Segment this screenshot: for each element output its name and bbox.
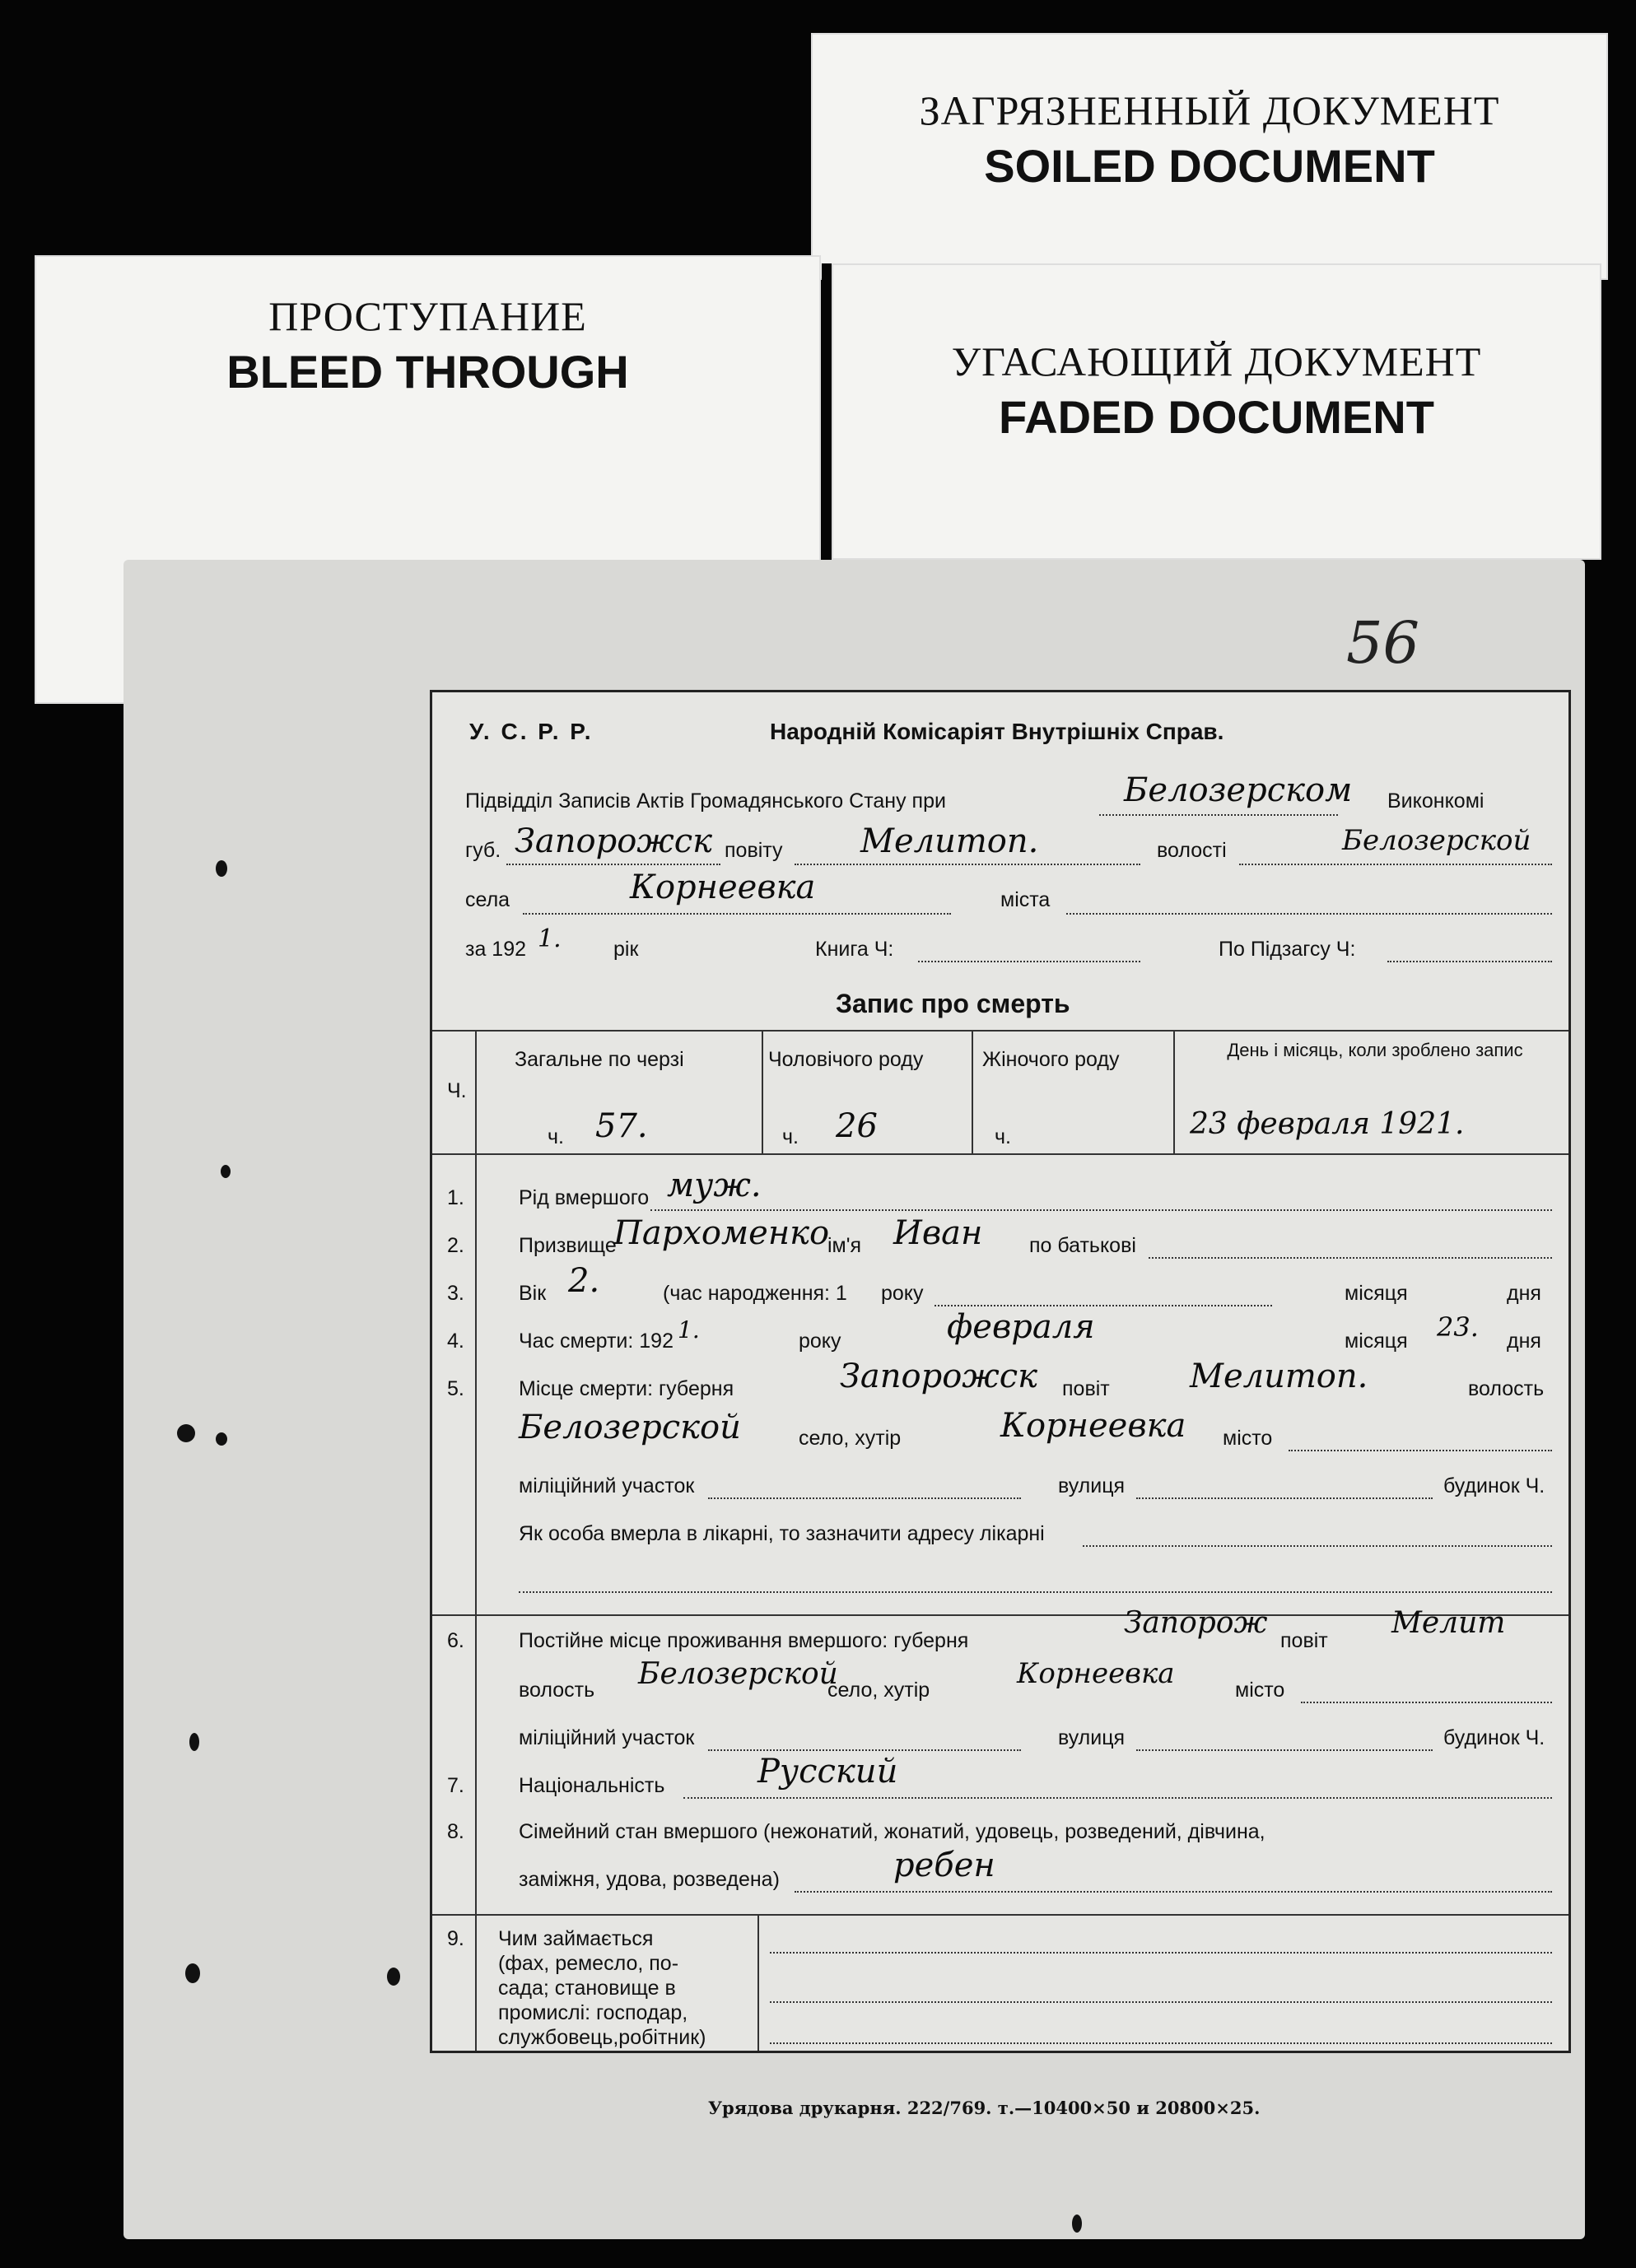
deceased-age: 2. — [568, 1262, 600, 1300]
residence-misto-label: місто — [1235, 1679, 1285, 1702]
death-year: 1. — [678, 1316, 700, 1344]
record-date: 23 февраля 1921. — [1190, 1107, 1465, 1141]
book-label: Книга Ч: — [815, 938, 894, 961]
death-povit-label: повіт — [1062, 1377, 1110, 1400]
residence-selo: Корнеевка — [1017, 1657, 1175, 1690]
deceased-surname: Пархоменко — [613, 1214, 830, 1252]
section-title: Запис про смерть — [836, 989, 1070, 1018]
birth-month-label: місяця — [1345, 1282, 1408, 1305]
deceased-name: Иван — [893, 1214, 983, 1252]
subdept-handwriting: Белозерском — [1124, 771, 1353, 809]
male-ch: ч. — [782, 1125, 799, 1148]
row-5-num: 5. — [447, 1377, 464, 1400]
row-3-num: 3. — [447, 1282, 464, 1305]
death-day: 23. — [1437, 1311, 1479, 1343]
row-4-num: 4. — [447, 1330, 464, 1353]
name-label: ім'я — [827, 1234, 862, 1257]
row-7-num: 7. — [447, 1774, 464, 1797]
subdept-label: Підвідділ Записів Актів Громадянського Стану при — [465, 789, 946, 813]
birth-year-label: року — [881, 1282, 924, 1305]
faded-label-ru: УГАСАЮЩИЙ ДОКУМЕНТ — [951, 338, 1482, 384]
misto-label: міста — [1000, 888, 1051, 911]
punch-hole — [185, 1963, 200, 1983]
residence-street-label: вулиця — [1058, 1726, 1126, 1749]
header-male: Чоловічого роду — [768, 1048, 924, 1071]
header-general: Загальне по черзі — [515, 1048, 684, 1071]
gub-handwriting: Запорожск — [515, 822, 713, 860]
row-1-num: 1. — [447, 1186, 464, 1209]
death-month-label: місяця — [1345, 1330, 1408, 1353]
death-povit: Мелитоп. — [1190, 1358, 1368, 1395]
death-street-label: вулиця — [1058, 1474, 1126, 1497]
punch-hole — [221, 1165, 231, 1178]
header-female: Жіночого роду — [982, 1048, 1120, 1071]
row-9-num: 9. — [447, 1927, 464, 1950]
republic-heading: У. С. Р. Р. — [469, 719, 594, 744]
punch-hole — [177, 1424, 195, 1442]
card-gap — [822, 263, 832, 560]
birth-label: (час народження: 1 — [663, 1282, 847, 1305]
residence-volost: Белозерской — [638, 1657, 838, 1691]
punch-hole — [216, 1432, 227, 1446]
punch-hole — [387, 1968, 400, 1986]
death-selo: Корнеевка — [1000, 1407, 1186, 1445]
punch-hole — [189, 1733, 199, 1751]
death-place-label: Місце смерти: губерня — [519, 1377, 734, 1400]
residence-gub: Запорож — [1124, 1606, 1268, 1640]
selo-label: села — [465, 888, 510, 911]
bleed-label-en: BLEED THROUGH — [226, 346, 629, 398]
faded-label-en: FADED DOCUMENT — [999, 391, 1434, 443]
nationality-value: Русский — [757, 1753, 898, 1791]
general-ch: ч. — [548, 1125, 564, 1148]
soiled-document-card — [811, 33, 1608, 280]
surname-label: Призвище — [519, 1234, 617, 1257]
row-6-num: 6. — [447, 1629, 464, 1652]
death-misto-label: місто — [1223, 1427, 1273, 1450]
ink-mark — [1072, 2214, 1082, 2233]
death-day-label: дня — [1507, 1330, 1541, 1353]
volost-handwriting: Белозерской — [1342, 824, 1531, 857]
marital-label-cont: заміжня, удова, розведена) — [519, 1868, 780, 1891]
occupation-line-3: сада; становище в — [498, 1977, 676, 2000]
general-number: 57. — [595, 1107, 648, 1145]
marital-value: ребен — [893, 1847, 995, 1884]
volost-label: волості — [1157, 839, 1227, 862]
patronymic-label: по батькові — [1029, 1234, 1136, 1257]
residence-militia-label: міліційний участок — [519, 1726, 695, 1749]
occupation-line-2: (фах, ремесло, по- — [498, 1952, 679, 1975]
soiled-label-ru: ЗАГРЯЗНЕННЫЙ ДОКУМЕНТ — [919, 87, 1500, 133]
residence-house-label: будинок Ч. — [1443, 1726, 1545, 1749]
residence-selo-label: село, хутір — [827, 1679, 930, 1702]
female-ch: ч. — [995, 1125, 1011, 1148]
subrecord-label: По Підзагсу Ч: — [1219, 938, 1356, 961]
age-label: Вік — [519, 1282, 547, 1305]
punch-hole — [216, 860, 227, 877]
residence-volost-label: волость — [519, 1679, 595, 1702]
birth-day-label: дня — [1507, 1282, 1541, 1305]
occupation-line-1: Чим займається — [498, 1927, 654, 1950]
death-selo-label: село, хутір — [799, 1427, 902, 1450]
row-2-num: 2. — [447, 1234, 464, 1257]
death-volost-label: волость — [1468, 1377, 1545, 1400]
povit-label: повіту — [725, 839, 783, 862]
faded-document-card — [832, 263, 1601, 560]
deceased-gender: муж. — [667, 1167, 762, 1204]
gub-label: губ. — [465, 839, 501, 862]
death-militia-label: міліційний участок — [519, 1474, 695, 1497]
residence-povit-label: повіт — [1280, 1629, 1328, 1652]
ministry-heading: Народній Комісаріят Внутрішніх Справ. — [770, 719, 1224, 744]
residence-povit: Мелит — [1391, 1606, 1506, 1640]
header-date: День і місяць, коли зроблено запис — [1227, 1040, 1523, 1060]
death-volost: Белозерской — [519, 1409, 741, 1446]
death-record-form — [430, 690, 1571, 2053]
header-num: Ч. — [447, 1079, 467, 1102]
bleed-label-ru: ПРОСТУПАНИЕ — [268, 293, 587, 339]
death-time-label: Час смерти: 192 — [519, 1330, 674, 1353]
marital-label: Сімейний стан вмершого (нежонатий, жонатий, удовець, розведений, дівчина, — [519, 1820, 1265, 1843]
printer-footer: Урядова друкарня. 222/769. т.—10400⨯50 и 20800⨯25. — [708, 2098, 1261, 2118]
year-suffix: рік — [613, 938, 639, 961]
soiled-label-en: SOILED DOCUMENT — [984, 140, 1435, 192]
occupation-line-4: промислі: господар, — [498, 2001, 688, 2024]
executive-label: Виконкомі — [1387, 789, 1485, 813]
nationality-label: Національність — [519, 1774, 665, 1797]
selo-handwriting: Корнеевка — [630, 869, 816, 906]
row-8-num: 8. — [447, 1820, 464, 1843]
residence-label: Постійне місце проживання вмершого: губерня — [519, 1629, 969, 1652]
year-prefix: за 192 — [465, 938, 527, 961]
occupation-line-5: службовець,робітник) — [498, 2026, 706, 2049]
death-year-label: року — [799, 1330, 841, 1353]
povit-handwriting: Мелитоп. — [860, 822, 1039, 860]
archive-page-number: 56 — [1346, 609, 1420, 677]
year-handwriting: 1. — [538, 924, 562, 953]
hospital-label: Як особа вмерла в лікарні, то зазначити адресу лікарні — [519, 1522, 1045, 1545]
death-house-label: будинок Ч. — [1443, 1474, 1545, 1497]
death-month: февраля — [947, 1308, 1095, 1346]
row-1-label: Рід вмершого — [519, 1186, 650, 1209]
male-number: 26 — [836, 1107, 878, 1145]
death-gub: Запорожск — [840, 1358, 1038, 1395]
